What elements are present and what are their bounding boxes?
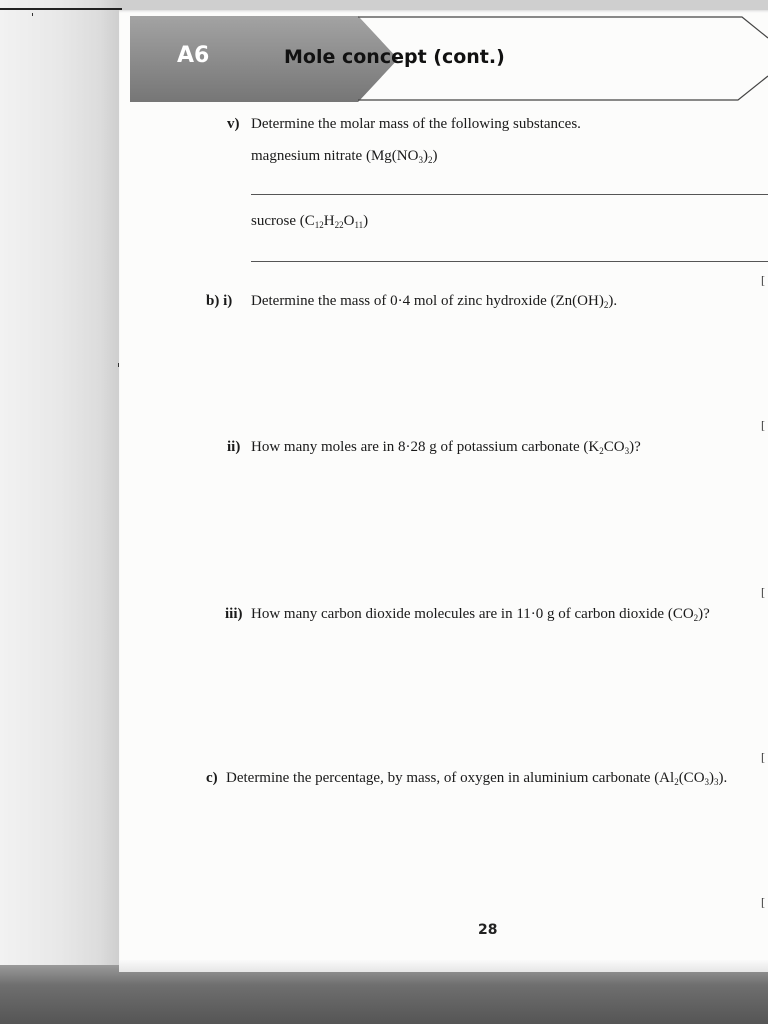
question-text: How many moles are in 8·28 g of potassium carbonate $(K_2CO_3)$? [251,439,641,456]
question-label: iii) [225,606,243,622]
question-text: How many carbon dioxide molecules are in 11·0 g of carbon dioxide $(CO_2)$? [251,606,710,623]
question-text: Determine the mass of 0·4 mol of zinc hydroxide $(Zn(OH)_2)$. [251,293,618,310]
answer-line[interactable] [251,261,768,262]
question-label: v) [227,116,240,132]
substance-sucrose: sucrose $(C_{12}H_{22}O_{11})$ [251,213,369,230]
question-label: b) i) [206,293,233,309]
scan-bottom-shadow [0,965,768,1024]
question-label: ii) [227,439,241,455]
unit-code: A6 [177,43,210,68]
workbook-page [119,10,768,972]
marks-bracket: [ [761,750,765,764]
marks-bracket: [ [761,418,765,432]
page-number: 28 [478,922,498,938]
marks-bracket: [ [761,273,765,287]
substance-magnesium-nitrate: magnesium nitrate $(Mg(NO_3)_2)$ [251,148,438,165]
page-edge [119,960,768,972]
question-label: c) [206,770,218,786]
question-text: Determine the molar mass of the following substances. [251,116,581,132]
question-text: Determine the percentage, by mass, of oxygen in aluminium carbonate $(Al_2(CO_3)_3)$. [226,770,728,787]
page-title: Mole concept (cont.) [284,46,505,68]
marks-bracket: [ [761,585,765,599]
marks-bracket: [ [761,895,765,909]
scan-tick [32,13,33,16]
answer-line[interactable] [251,194,768,195]
scan-edge-line [0,8,122,10]
section-header [130,16,768,102]
